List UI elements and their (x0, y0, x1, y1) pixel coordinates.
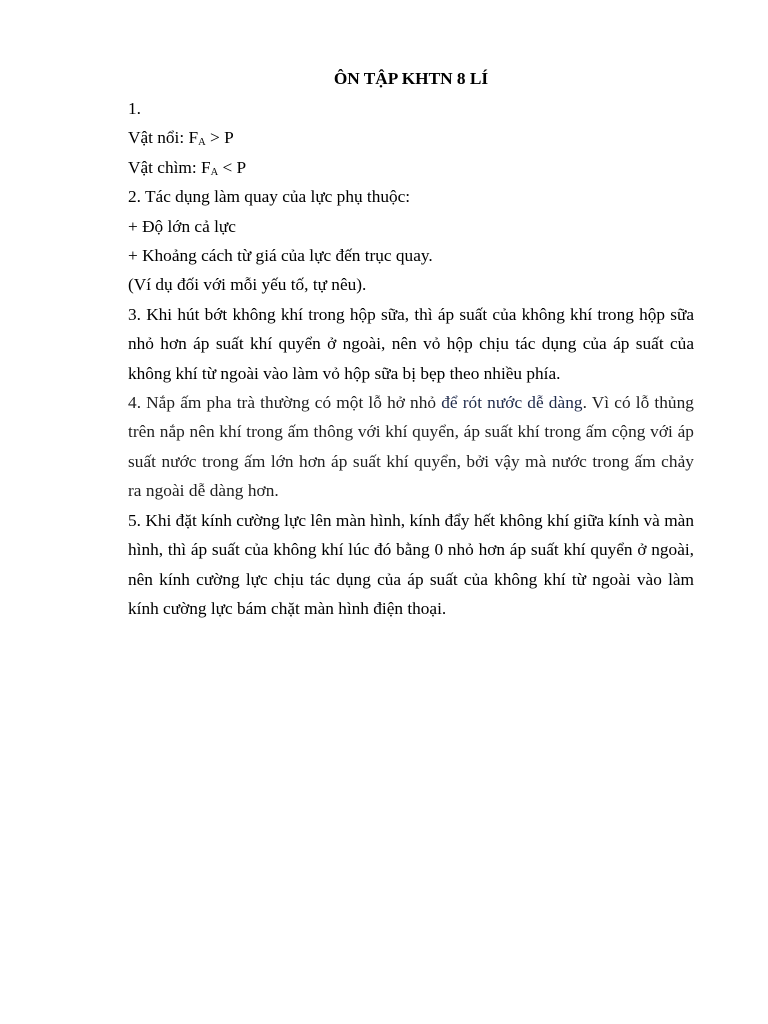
question-2-item-2: + Khoảng cách từ giá của lực đến trục quay. (128, 246, 433, 266)
document-content (128, 64, 694, 623)
document-title: ÔN TẬP KHTN 8 LÍ (333, 69, 489, 88)
question-4-text-before: 4. Nắp ấm pha trà thường có một lỗ hở nhỏ (128, 393, 442, 413)
float-condition (128, 123, 694, 152)
question-4-text-after: . Vì có lỗ thủng trên nắp nên khí trong ấm thông với khí quyển, áp suất khí trong ấm cộng với áp suất nước trong ấm lớn hơn áp suất khí quyển, bởi vậy mà nước trong ấm chảy ra ngoài dễ dàng hơn. (128, 393, 694, 501)
question-2-note: (Ví dụ đối với mỗi yếu tố, tự nêu). (128, 275, 367, 295)
question-4-answer (128, 388, 694, 506)
question-5-answer: 5. Khi đặt kính cường lực lên màn hình, kính đẩy hết không khí giữa kính và màn hình, thì áp suất của không khí lúc đó bằng 0 nhỏ hơn áp suất khí quyển ở ngoài, nên kính cường lực chịu tác dụng của áp suất của không khí từ ngoài vào làm kính cường lực bám chặt màn hình điện thoại. (128, 510, 694, 618)
sink-condition-subscript: A (210, 166, 219, 178)
question-2-item-1: + Độ lớn cả lực (128, 216, 236, 236)
float-condition-relation: > P (205, 128, 234, 148)
question-4-highlight: để rót nước dễ dàng (441, 393, 583, 413)
question-3-answer: 3. Khi hút bớt không khí trong hộp sữa, thì áp suất của không khí trong hộp sữa nhỏ hơn áp suất khí quyển ở ngoài, nên vỏ hộp chịu tác dụng của áp suất của không khí từ ngoài vào làm vỏ hộp sữa bị bẹp theo nhiều phía. (128, 304, 694, 383)
question-2-heading: 2. Tác dụng làm quay của lực phụ thuộc: (128, 187, 411, 207)
question-1-number: 1. (128, 99, 141, 118)
float-condition-prefix: Vật nổi: F (128, 128, 199, 148)
sink-condition (128, 153, 694, 182)
sink-condition-prefix: Vật chìm: F (128, 157, 211, 177)
float-condition-subscript: A (198, 137, 206, 149)
sink-condition-relation: < P (218, 157, 247, 177)
